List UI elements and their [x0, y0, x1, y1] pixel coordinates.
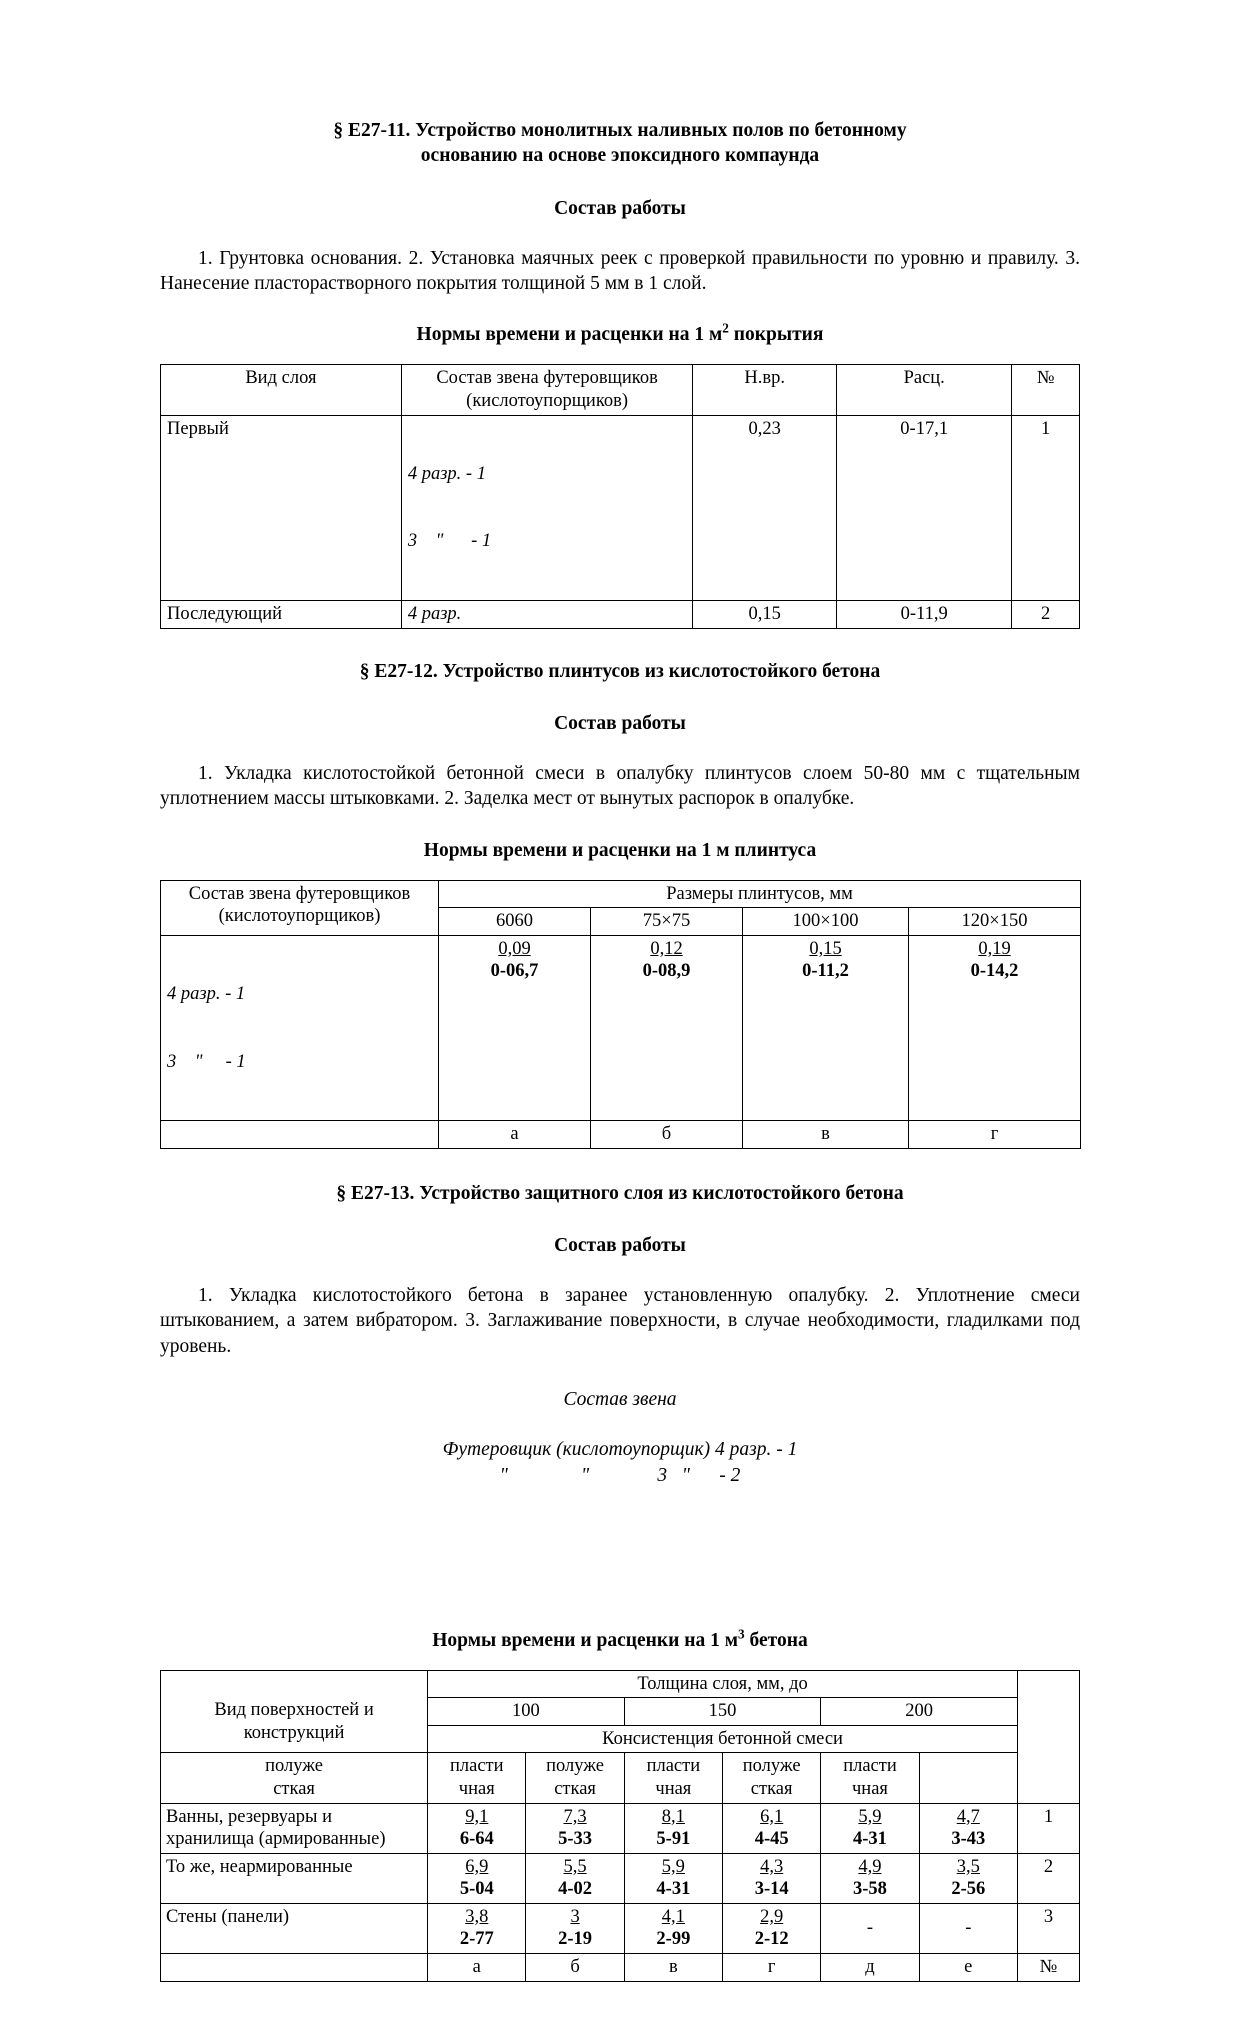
nvr-value: 6,9	[465, 1856, 489, 1877]
table2-cell-values-b	[591, 935, 743, 1121]
work-heading-e27-11: Состав работы	[554, 197, 686, 219]
section-title-line1: § Е27-12. Устройство плинтусов из кислотостойкого бетона	[359, 660, 881, 682]
table-row-header	[161, 880, 1081, 908]
consistency-label-line1: полуже	[265, 1756, 324, 1777]
work-heading-e27-12: Состав работы	[554, 712, 686, 734]
consistency-label-line1: пласти	[646, 1756, 701, 1777]
table1-header-nvr: Н.вр.	[693, 365, 837, 415]
table-row-index	[161, 1953, 1080, 1981]
section-title-e27-12	[160, 659, 1080, 684]
table3-header-consistency-0	[161, 1753, 428, 1803]
consistency-label-line1: пласти	[450, 1756, 504, 1777]
table1-header-crew-line1: Состав звена футеровщиков	[436, 368, 658, 389]
table3-cell-value	[624, 1903, 722, 1953]
table3-header-thickness: Толщина слоя, мм, до	[428, 1670, 1018, 1698]
table2-cell-nvr-v: 0,15	[809, 938, 842, 959]
nvr-value: 4,1	[661, 1906, 685, 1927]
table-row	[161, 1803, 1080, 1853]
table3-cell-value	[526, 1903, 624, 1953]
table3-cell-num: 1	[1017, 1803, 1079, 1853]
table2-cell-crew	[161, 935, 439, 1121]
rasc-value: 4-45	[754, 1829, 789, 1850]
table3-cell-value	[526, 1803, 624, 1853]
table3-cell-surface: То же, неармированные	[161, 1853, 428, 1903]
table2-caption: Нормы времени и расценки на 1 м плинтуса	[423, 839, 817, 861]
table-row	[161, 415, 1080, 601]
table3-cell-value	[821, 1803, 919, 1853]
table3-header-consistency-5	[821, 1753, 919, 1803]
rasc-value: 5-33	[558, 1829, 593, 1850]
nvr-value: 4,9	[858, 1856, 882, 1877]
table1-caption-sup: 2	[722, 320, 729, 336]
table3-cell-value	[723, 1903, 821, 1953]
table3-index-g: г	[723, 1953, 821, 1981]
table2-cell-nvr-b: 0,12	[650, 938, 683, 959]
spacer	[160, 1490, 1080, 1602]
consistency-label-line1: полуже	[742, 1756, 801, 1777]
table3-index-b: б	[526, 1953, 624, 1981]
table3-header-surface-line1: Вид поверхностей и	[214, 1700, 374, 1721]
table1-cell-nvr: 0,15	[693, 601, 837, 629]
table3-cell-value	[723, 1803, 821, 1853]
table2-header-size-a: 6060	[439, 908, 591, 936]
table2-cell-rasc-v: 0-11,2	[802, 961, 849, 982]
table3-cell-value: -	[919, 1903, 1017, 1953]
nvr-value: 3,8	[465, 1906, 489, 1927]
rasc-value: 2-56	[951, 1879, 986, 1900]
nvr-value: 4,3	[760, 1856, 784, 1877]
nvr-value: 6,1	[760, 1806, 784, 1827]
table2-header-crew-line1: Состав звена футеровщиков	[188, 883, 411, 904]
table3-caption-pre: Нормы времени и расценки на 1 м	[432, 1629, 739, 1651]
table3-cell-value	[624, 1803, 722, 1853]
rasc-value: 4-31	[656, 1879, 691, 1900]
table1-header-crew	[401, 365, 693, 415]
crew-composition-e27-13	[160, 1437, 1080, 1490]
table3-index-v: в	[624, 1953, 722, 1981]
table3-cell-value	[919, 1803, 1017, 1853]
crew-line-1: Футеровщик (кислотоупорщик) 4 разр. - 1	[442, 1439, 798, 1461]
table1-caption	[160, 320, 1080, 346]
section-title-line2: основанию на основе эпоксидного компаунда	[420, 145, 820, 167]
rasc-value: 3-14	[754, 1879, 789, 1900]
table1-cell-rasc: 0-17,1	[837, 415, 1012, 601]
surface-name-line1: Ванны, резервуары и	[166, 1806, 333, 1827]
table3-header-consistency-1	[428, 1753, 526, 1803]
consistency-label-line2: чная	[655, 1779, 692, 1800]
table-row	[161, 601, 1080, 629]
table2-cell-nvr-g: 0,19	[978, 938, 1011, 959]
table3-cell-value: -	[821, 1903, 919, 1953]
table1-header-rasc: Расц.	[837, 365, 1012, 415]
table2-cell-rasc-g: 0-14,2	[970, 961, 1019, 982]
consistency-label-line2: сткая	[273, 1779, 315, 1800]
rasc-value: 2-77	[459, 1929, 494, 1950]
table3-header-consistency-3	[624, 1753, 722, 1803]
consistency-label-line2: чная	[851, 1779, 888, 1800]
nvr-value: 3	[570, 1906, 580, 1927]
nvr-value: 5,9	[858, 1806, 882, 1827]
section-title-e27-11	[160, 118, 1080, 169]
rasc-value: 6-64	[459, 1829, 494, 1850]
rasc-value: 2-19	[558, 1929, 593, 1950]
nvr-value: 8,1	[661, 1806, 685, 1827]
table1-cell-nvr: 0,23	[693, 415, 837, 601]
rasc-value: 4-31	[853, 1829, 887, 1850]
table1-cell-rasc: 0-11,9	[837, 601, 1012, 629]
table3-cell-value	[624, 1853, 722, 1903]
crew-line-2: " " 3 " - 2	[499, 1465, 741, 1487]
table3-caption-post: бетона	[744, 1629, 808, 1651]
table-row	[161, 1853, 1080, 1903]
table2-index-v: в	[743, 1121, 909, 1149]
table-row-header	[161, 1670, 1080, 1698]
table1-cell-layer: Первый	[161, 415, 402, 601]
consistency-label-line1: пласти	[843, 1756, 897, 1777]
table2-index-a: а	[439, 1121, 591, 1149]
nvr-value: 5,5	[563, 1856, 587, 1877]
table2-header-sizes-group: Размеры плинтусов, мм	[439, 880, 1081, 908]
consistency-label-line1: полуже	[546, 1756, 605, 1777]
table2-header-crew	[161, 880, 439, 935]
table1-cell-crew: 4 разр.	[401, 601, 693, 629]
table1-header-num: №	[1012, 365, 1080, 415]
crew-heading-e27-13: Состав звена	[563, 1389, 677, 1411]
table1-cell-crew-line2: 3 " - 1	[407, 531, 492, 552]
table3-cell-value	[428, 1903, 526, 1953]
table2-cell-rasc-a: 0-06,7	[490, 961, 539, 982]
table3-cell-surface: Стены (панели)	[161, 1903, 428, 1953]
section-title-line1: § Е27-11. Устройство монолитных наливных полов по бетонному	[333, 120, 907, 141]
table3-index-e: е	[919, 1953, 1017, 1981]
table-row-header	[161, 365, 1080, 415]
rasc-value: 2-99	[656, 1929, 691, 1950]
table3-cell-value	[723, 1853, 821, 1903]
consistency-label-line2: чная	[458, 1779, 495, 1800]
nvr-value: 2,9	[760, 1906, 784, 1927]
rasc-value: 3-43	[951, 1829, 986, 1850]
table-row-index	[161, 1121, 1081, 1149]
table3-header-thickness-100: 100	[428, 1698, 625, 1726]
table-row	[161, 935, 1081, 1121]
table3-header-thickness-150: 150	[624, 1698, 821, 1726]
table3-caption-sup: 3	[738, 1626, 745, 1642]
table2-cell-nvr-a: 0,09	[498, 938, 531, 959]
work-heading-e27-13: Состав работы	[554, 1235, 686, 1257]
table3-index-num: №	[1017, 1953, 1079, 1981]
table2-index-g: г	[909, 1121, 1081, 1149]
work-text-e27-13: 1. Укладка кислотостойкого бетона в заранее установленную опалубку. 2. Уплотнение смеси штыкованием, а затем вибратором. 3. Заглаживание поверхности, в случае необходимости, гладилками под уровень.	[160, 1285, 1080, 1357]
table3-header-surface-line2: конструкций	[243, 1722, 345, 1743]
table2-cell-values-v	[743, 935, 909, 1121]
table2-header-size-b: 75×75	[591, 908, 743, 936]
table3-index-d: д	[821, 1953, 919, 1981]
rasc-value: 5-91	[656, 1829, 691, 1850]
table3-header-num-blank	[1017, 1670, 1079, 1803]
table3-header-consistency-2	[526, 1753, 624, 1803]
table1-cell-crew-line1: 4 разр. - 1	[407, 463, 486, 484]
table2-header-crew-line2: (кислотоупорщиков)	[218, 906, 381, 927]
table2-cell-rasc-b: 0-08,9	[642, 961, 691, 982]
nvr-value: 9,1	[465, 1806, 489, 1827]
table1-cell-layer: Последующий	[161, 601, 402, 629]
rasc-value: 3-58	[853, 1879, 887, 1900]
table3-index-blank	[161, 1953, 428, 1981]
table1-cell-num: 2	[1012, 601, 1080, 629]
work-text-e27-11: 1. Грунтовка основания. 2. Установка маячных реек с проверкой правильности по уровню и правилу. 3. Нанесение пластораствopного покрытия толщиной 5 мм в 1 слой.	[160, 247, 1080, 295]
table2-cell-crew-line2: 3 " - 1	[167, 1051, 246, 1072]
table3-header-consistency-4	[723, 1753, 821, 1803]
table1-header-crew-line2: (кислотоупорщиков)	[466, 390, 629, 411]
table-norms-plinth	[160, 880, 1081, 1149]
table2-cell-values-g	[909, 935, 1081, 1121]
table1-cell-num: 1	[1012, 415, 1080, 601]
table3-cell-value	[821, 1853, 919, 1903]
table3-header-surface	[161, 1670, 428, 1753]
table3-cell-surface	[161, 1803, 428, 1853]
rasc-value: 4-02	[558, 1879, 593, 1900]
table2-header-size-g: 120×150	[909, 908, 1081, 936]
table1-caption-pre: Нормы времени и расценки на 1 м	[416, 324, 723, 346]
table2-cell-values-a	[439, 935, 591, 1121]
nvr-value: 3,5	[956, 1856, 980, 1877]
table2-header-size-v: 100×100	[743, 908, 909, 936]
table-row-header	[161, 1753, 1080, 1803]
table3-cell-value	[428, 1803, 526, 1853]
table1-caption-post: покрытия	[728, 324, 824, 346]
table3-cell-value	[428, 1853, 526, 1903]
section-title-e27-13	[160, 1181, 1080, 1206]
table3-cell-value	[919, 1853, 1017, 1903]
table3-cell-value	[526, 1853, 624, 1903]
table3-header-thickness-200: 200	[821, 1698, 1018, 1726]
table3-cell-num: 2	[1017, 1853, 1079, 1903]
surface-name-line2: хранилища (армированные)	[166, 1829, 386, 1850]
table2-cell-crew-line1: 4 разр. - 1	[167, 983, 246, 1004]
nvr-value: 5,9	[661, 1856, 685, 1877]
table1-header-layer: Вид слоя	[161, 365, 402, 415]
consistency-label-line2: сткая	[554, 1779, 596, 1800]
consistency-label-line2: сткая	[750, 1779, 793, 1800]
table1-cell-crew	[401, 415, 693, 601]
table-norms-concrete	[160, 1670, 1080, 1982]
table2-index-blank	[161, 1121, 439, 1149]
rasc-value: 5-04	[459, 1879, 494, 1900]
table3-header-consistency: Консистенция бетонной смеси	[428, 1725, 1018, 1753]
table3-index-a: а	[428, 1953, 526, 1981]
section-title-line1: § Е27-13. Устройство защитного слоя из кислотостойкого бетона	[336, 1182, 904, 1204]
work-text-e27-12: 1. Укладка кислотостойкой бетонной смеси в опалубку плинтусов слоем 50-80 мм с тщательным уплотнением массы штыковками. 2. Заделка мест от вынутых распорок в опалубке.	[160, 762, 1080, 810]
nvr-value: 7,3	[563, 1806, 587, 1827]
table-norms-coating	[160, 364, 1080, 628]
table-row	[161, 1903, 1080, 1953]
table3-caption	[160, 1626, 1080, 1652]
table2-index-b: б	[591, 1121, 743, 1149]
table3-cell-num: 3	[1017, 1903, 1079, 1953]
nvr-value: 4,7	[956, 1806, 980, 1827]
rasc-value: 2-12	[754, 1929, 789, 1950]
